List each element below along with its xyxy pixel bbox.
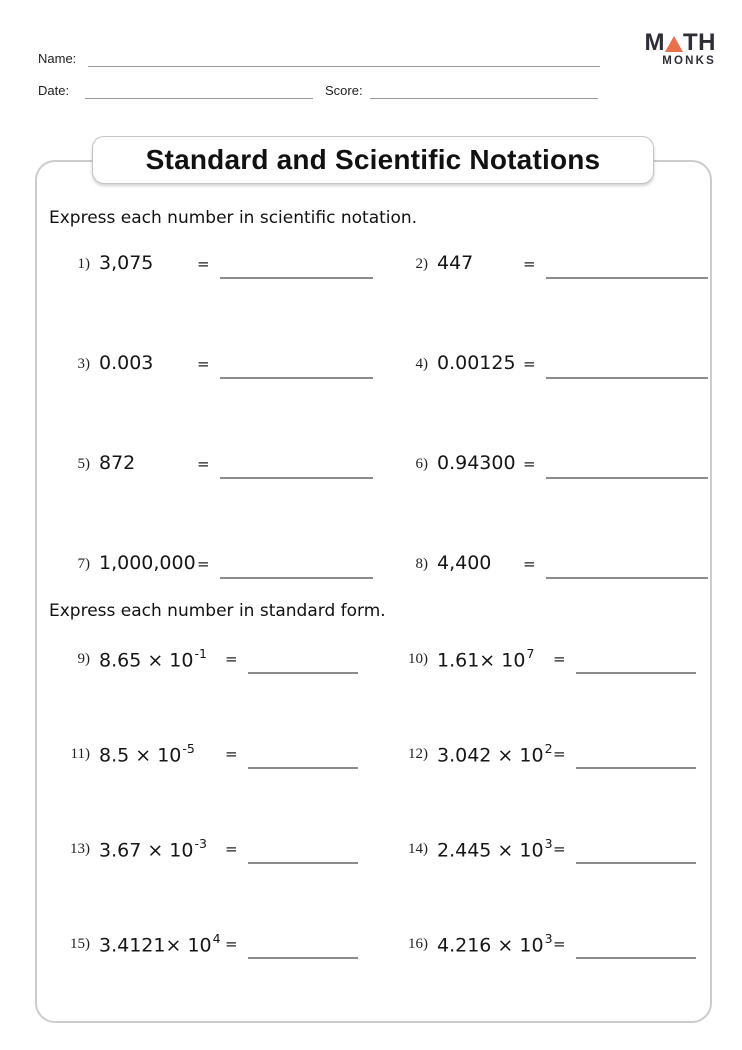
problem-value xyxy=(437,647,553,671)
problem-15 xyxy=(62,932,400,959)
answer-blank[interactable] xyxy=(576,742,696,769)
equals-sign: = xyxy=(225,840,238,858)
problem-value: 1,000,000 xyxy=(99,552,196,574)
problem-row xyxy=(49,647,692,674)
answer-blank[interactable] xyxy=(248,742,358,769)
page-title: Standard and Scientific Notations xyxy=(145,144,601,175)
equals-sign: = xyxy=(553,745,566,763)
problem-2 xyxy=(400,252,708,279)
answer-blank[interactable] xyxy=(248,837,358,864)
score-label: Score: xyxy=(325,83,363,98)
value-exponent: 3 xyxy=(544,931,553,946)
equals-sign: = xyxy=(523,455,536,473)
problem-14 xyxy=(400,837,696,864)
equals-sign: = xyxy=(197,455,210,473)
section1-instruction: Express each number in scientific notation. xyxy=(49,208,418,228)
problem-row xyxy=(49,252,692,279)
problem-value: 872 xyxy=(99,452,136,474)
problem-row xyxy=(49,742,692,769)
problem-value xyxy=(99,837,225,861)
problem-value xyxy=(99,647,225,671)
problem-number: 4) xyxy=(415,356,428,372)
problem-13 xyxy=(62,837,400,864)
value-base: 4.216 × 10 xyxy=(437,934,544,957)
problem-12 xyxy=(400,742,696,769)
problem-value: 0.94300 xyxy=(437,452,516,474)
problem-number: 13) xyxy=(70,841,90,857)
value-base: 1.61× 10 xyxy=(437,649,526,672)
worksheet-body-frame xyxy=(35,144,712,1023)
problem-value: 4,400 xyxy=(437,552,492,574)
problem-value: 447 xyxy=(437,252,474,274)
problem-1 xyxy=(62,252,400,279)
equals-sign: = xyxy=(523,355,536,373)
answer-blank[interactable] xyxy=(220,552,373,579)
equals-sign: = xyxy=(553,840,566,858)
date-field-line[interactable] xyxy=(85,98,313,99)
answer-blank[interactable] xyxy=(546,552,708,579)
logo-letters-th: TH xyxy=(683,29,716,56)
name-label: Name: xyxy=(38,51,77,66)
equals-sign: = xyxy=(523,555,536,573)
equals-sign: = xyxy=(197,355,210,373)
problem-number: 7) xyxy=(77,556,90,572)
problem-number: 6) xyxy=(415,456,428,472)
logo-wordmark xyxy=(630,30,716,54)
problem-value xyxy=(99,932,225,956)
problem-9 xyxy=(62,647,400,674)
problem-8 xyxy=(400,552,708,579)
title-box xyxy=(92,136,654,184)
problem-row xyxy=(49,932,692,959)
problem-row xyxy=(49,352,692,379)
problem-number: 11) xyxy=(70,746,90,762)
problem-number: 10) xyxy=(408,651,428,667)
equals-sign: = xyxy=(197,255,210,273)
section2-instruction: Express each number in standard form. xyxy=(49,601,386,621)
problem-number: 16) xyxy=(408,936,428,952)
value-base: 8.5 × 10 xyxy=(99,744,182,767)
problem-5 xyxy=(62,452,400,479)
logo-subtitle: MONKS xyxy=(662,55,716,67)
problem-number: 12) xyxy=(408,746,428,762)
problem-number: 1) xyxy=(77,256,90,272)
equals-sign: = xyxy=(225,935,238,953)
answer-blank[interactable] xyxy=(220,452,373,479)
section2-problems xyxy=(49,647,692,959)
answer-blank[interactable] xyxy=(576,647,696,674)
problem-11 xyxy=(62,742,400,769)
problem-number: 9) xyxy=(77,651,90,667)
equals-sign: = xyxy=(225,745,238,763)
value-exponent: -3 xyxy=(194,836,207,851)
equals-sign: = xyxy=(225,650,238,668)
problem-3 xyxy=(62,352,400,379)
math-monks-logo xyxy=(630,30,716,67)
value-exponent: 7 xyxy=(526,646,535,661)
answer-blank[interactable] xyxy=(546,352,708,379)
problem-number: 5) xyxy=(77,456,90,472)
value-base: 3.4121× 10 xyxy=(99,934,212,957)
problem-value xyxy=(437,932,553,956)
problem-row xyxy=(49,552,692,579)
problem-number: 3) xyxy=(77,356,90,372)
answer-blank[interactable] xyxy=(546,252,708,279)
problem-value: 0.00125 xyxy=(437,352,516,374)
problem-number: 15) xyxy=(70,936,90,952)
problem-row xyxy=(49,452,692,479)
value-base: 3.67 × 10 xyxy=(99,839,194,862)
problem-value xyxy=(437,837,553,861)
answer-blank[interactable] xyxy=(576,932,696,959)
answer-blank[interactable] xyxy=(248,647,358,674)
value-exponent: 3 xyxy=(544,836,553,851)
triangle-icon xyxy=(665,36,683,52)
value-base: 8.65 × 10 xyxy=(99,649,194,672)
value-exponent: -1 xyxy=(194,646,207,661)
problem-value xyxy=(99,742,225,766)
answer-blank[interactable] xyxy=(248,932,358,959)
problem-row xyxy=(49,837,692,864)
value-base: 2.445 × 10 xyxy=(437,839,544,862)
answer-blank[interactable] xyxy=(220,252,373,279)
problem-6 xyxy=(400,452,708,479)
answer-blank[interactable] xyxy=(546,452,708,479)
date-label: Date: xyxy=(38,83,70,98)
value-exponent: -5 xyxy=(182,741,195,756)
problem-4 xyxy=(400,352,708,379)
answer-blank[interactable] xyxy=(220,352,373,379)
problem-16 xyxy=(400,932,696,959)
problem-number: 8) xyxy=(415,556,428,572)
equals-sign: = xyxy=(553,935,566,953)
problem-10 xyxy=(400,647,696,674)
problem-value: 0.003 xyxy=(99,352,154,374)
equals-sign: = xyxy=(523,255,536,273)
problem-value xyxy=(437,742,553,766)
equals-sign: = xyxy=(553,650,566,668)
name-field-line[interactable] xyxy=(88,66,600,67)
section1-problems xyxy=(49,252,692,579)
problem-value: 3,075 xyxy=(99,252,154,274)
answer-blank[interactable] xyxy=(576,837,696,864)
score-field-line[interactable] xyxy=(370,98,598,99)
problem-number: 14) xyxy=(408,841,428,857)
problem-7 xyxy=(62,552,400,579)
worksheet-header xyxy=(0,0,742,120)
value-exponent: 4 xyxy=(212,931,221,946)
value-exponent: 2 xyxy=(544,741,553,756)
equals-sign: = xyxy=(197,555,210,573)
problem-number: 2) xyxy=(415,256,428,272)
value-base: 3.042 × 10 xyxy=(437,744,544,767)
logo-letter-m: M xyxy=(644,29,665,56)
